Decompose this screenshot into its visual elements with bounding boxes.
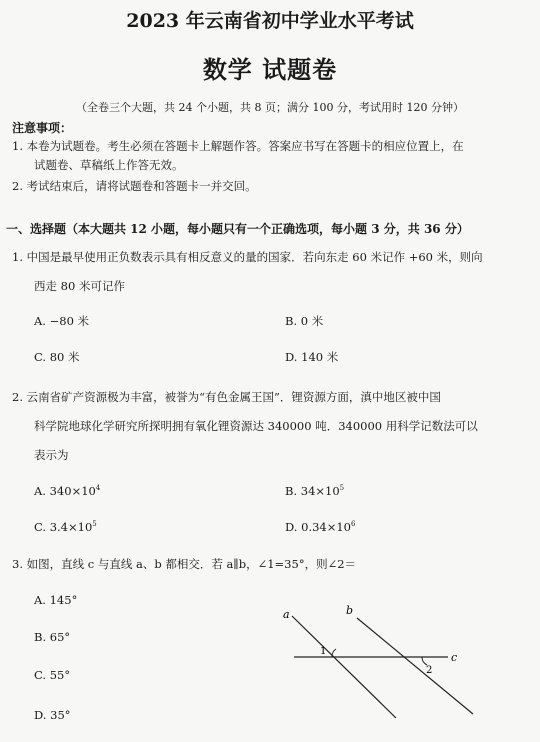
q2-stem-line-3: 表示为 — [34, 448, 69, 462]
q2-option-b-base: B. 34×10 — [285, 484, 340, 498]
q2-option-b — [285, 484, 344, 498]
q2-option-c-base: C. 3.4×10 — [34, 520, 93, 534]
notes-item-1-line-2: 试题卷、草稿纸上作答无效。 — [34, 158, 184, 172]
q2-stem-line-1: 2. 云南省矿产资源极为丰富，被誉为“有色金属王国”．锂资源方面，滇中地区被中国 — [12, 390, 441, 404]
q2-option-a-base: A. 340×10 — [34, 484, 96, 498]
q3-stem: 3. 如图，直线 c 与直线 a、b 都相交．若 a∥b，∠1=35°，则∠2＝ — [12, 557, 357, 571]
exam-title: 2023 年云南省初中学业水平考试 — [126, 10, 414, 32]
q2-option-a-exponent: 4 — [95, 484, 101, 492]
label-angle-1: 1 — [320, 646, 327, 657]
q2-option-d-base: D. 0.34×10 — [285, 520, 351, 534]
notes-item-1-line-1: 1. 本卷为试题卷。考生必须在答题卡上解题作答。答案应书写在答题卡的相应位置上，在 — [12, 139, 464, 153]
q2-option-d-exponent: 6 — [351, 520, 356, 528]
q1-option-b: B. 0 米 — [285, 314, 324, 328]
notes-item-2: 2. 考试结束后，请将试题卷和答题卡一并交回。 — [12, 179, 257, 193]
line-a — [292, 616, 396, 718]
q2-stem-line-2: 科学院地球化学研究所探明拥有氧化锂资源达 340000 吨．340000 用科学记数法可以 — [34, 419, 478, 433]
q2-option-c — [34, 520, 97, 534]
q1-option-a: A. −80 米 — [34, 314, 90, 328]
q2-option-b-exponent: 5 — [339, 484, 345, 492]
label-c: c — [451, 651, 458, 664]
q2-option-a — [34, 484, 100, 498]
line-b — [357, 618, 473, 714]
notes-heading: 注意事项： — [12, 121, 73, 135]
q1-stem-line-2: 西走 80 米可记作 — [34, 279, 125, 293]
label-b: b — [346, 604, 354, 617]
section-1-heading: 一、选择题（本大题共 12 小题，每小题只有一个正确选项，每小题 3 分，共 36 分） — [6, 222, 469, 236]
q1-stem-line-1: 1. 中国是最早使用正负数表示具有相反意义的量的国家．若向东走 60 米记作 +60 米，则向 — [12, 250, 483, 264]
label-a: a — [283, 608, 290, 621]
label-angle-2: 2 — [426, 665, 433, 676]
q3-option-a: A. 145° — [34, 593, 78, 607]
q3-option-d: D. 35° — [34, 708, 71, 722]
angle-2-arc — [422, 657, 427, 665]
q1-option-d: D. 140 米 — [285, 350, 339, 364]
q2-option-c-exponent: 5 — [92, 520, 97, 528]
exam-info: （全卷三个大题，共 24 个小题，共 8 页；满分 100 分，考试用时 120 分钟） — [76, 101, 464, 114]
q3-option-c: C. 55° — [34, 668, 71, 682]
q2-option-d — [285, 520, 355, 534]
paper-subtitle: 数学 试题卷 — [202, 55, 338, 84]
q3-option-b: B. 65° — [34, 630, 71, 644]
q1-option-c: C. 80 米 — [34, 350, 80, 364]
q3-figure — [280, 598, 480, 718]
